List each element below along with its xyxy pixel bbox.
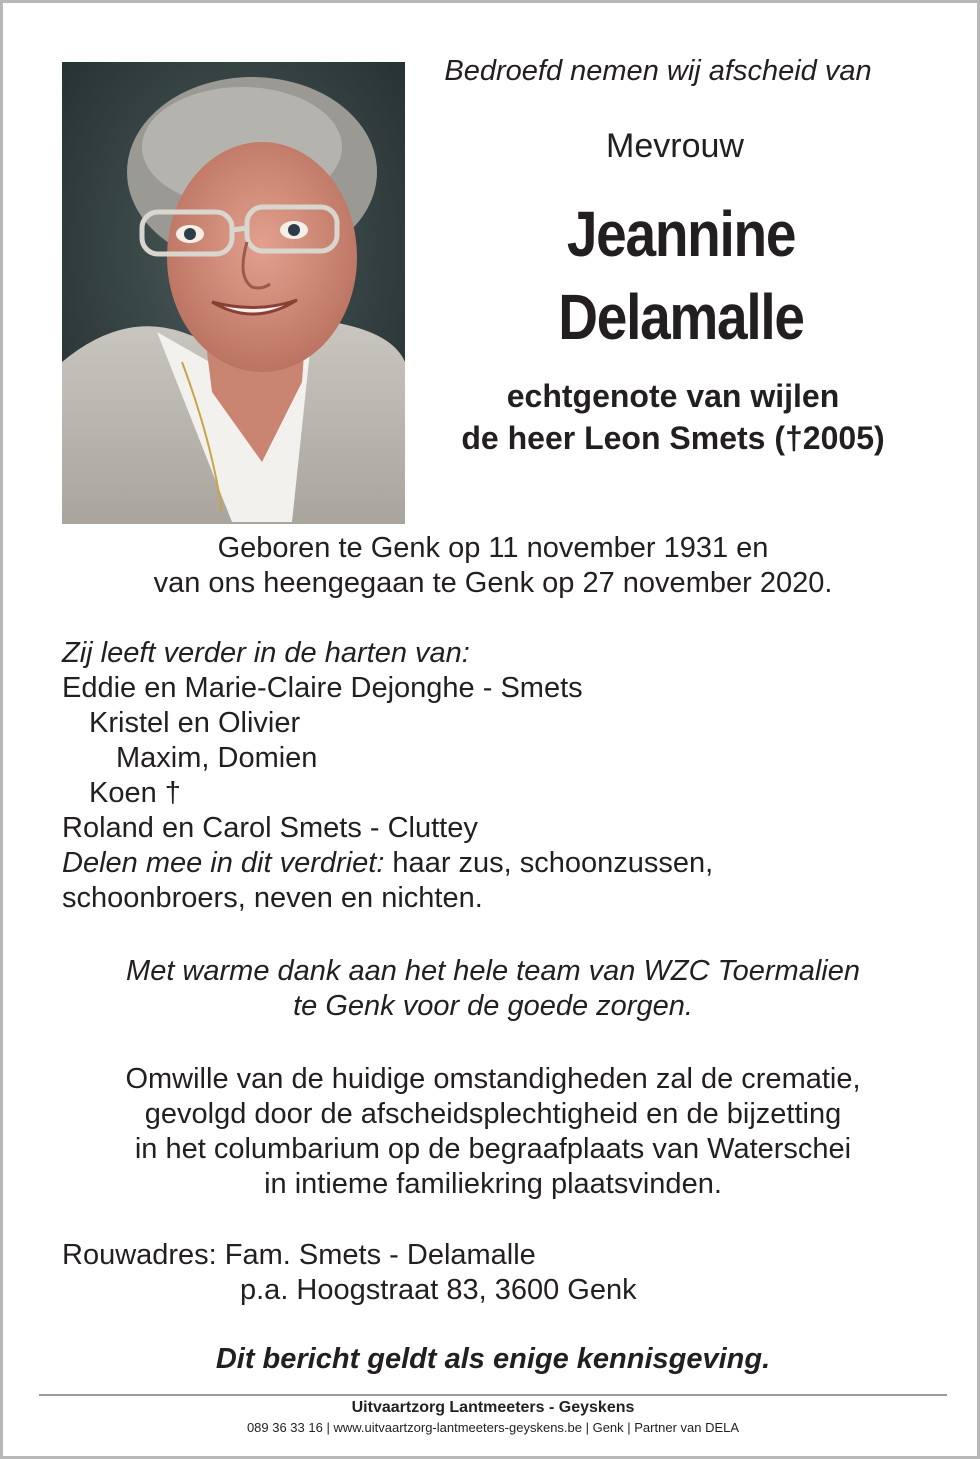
honorific: Mevrouw [606,127,744,165]
family-list [62,636,942,916]
family-member: Koen † [89,777,181,809]
sharing-line-2: schoonbroers, neven en nichten. [62,882,483,914]
sharing-text: haar zus, schoonzussen, [384,847,714,879]
mourning-address [62,1238,862,1308]
notice-line: in intieme familiekring plaatsvinden. [264,1168,722,1200]
thanks-line: te Genk voor de goede zorgen. [293,990,693,1022]
life-dates [3,531,980,601]
footer-divider [39,1394,947,1396]
thanks-message [3,954,980,1024]
family-member: Kristel en Olivier [89,707,301,739]
address-line-1: Rouwadres: Fam. Smets - Delamalle [62,1239,536,1271]
sharing-line [62,846,942,881]
family-member: Maxim, Domien [116,742,318,774]
notice-line: gevolgd door de afscheidsplechtigheid en de bijzetting [144,1098,842,1130]
death-line: van ons heengegaan te Genk op 27 november 2020. [153,567,833,599]
ceremony-notice [3,1062,980,1202]
notice-line: Omwille van de huidige omstandigheden zal de crematie, [125,1063,861,1095]
last-name: Delamalle [558,281,804,353]
portrait-photo [62,62,405,524]
deceased-name [466,193,896,359]
birth-line: Geboren te Genk op 11 november 1931 en [217,532,769,564]
spouse-line-2: de heer Leon Smets (†2005) [461,420,885,456]
sharing-label: Delen mee in dit verdriet: [62,847,385,879]
closing-statement: Dit bericht geldt als enige kennisgeving. [215,1343,771,1375]
family-member: Eddie en Marie-Claire Dejonghe - Smets [62,672,583,704]
funeral-home-name: Uitvaartzorg Lantmeeters - Geyskens [351,1399,635,1416]
family-heading: Zij leeft verder in de harten van: [62,637,470,669]
address-line-2: p.a. Hoogstraat 83, 3600 Genk [240,1274,637,1306]
intro-text: Bedroefd nemen wij afscheid van [444,55,872,87]
first-name: Jeannine [566,198,796,270]
spouse-info [408,375,938,459]
thanks-line: Met warme dank aan het hele team van WZC Toermalien [126,955,860,987]
spouse-line-1: echtgenote van wijlen [506,378,840,414]
funeral-home-contact: 089 36 33 16 | www.uitvaartzorg-lantmeeters-geyskens.be | Genk | Partner van DELA [246,1420,740,1435]
family-member: Roland en Carol Smets - Cluttey [62,812,478,844]
notice-line: in het columbarium op de begraafplaats van Waterschei [134,1133,852,1165]
